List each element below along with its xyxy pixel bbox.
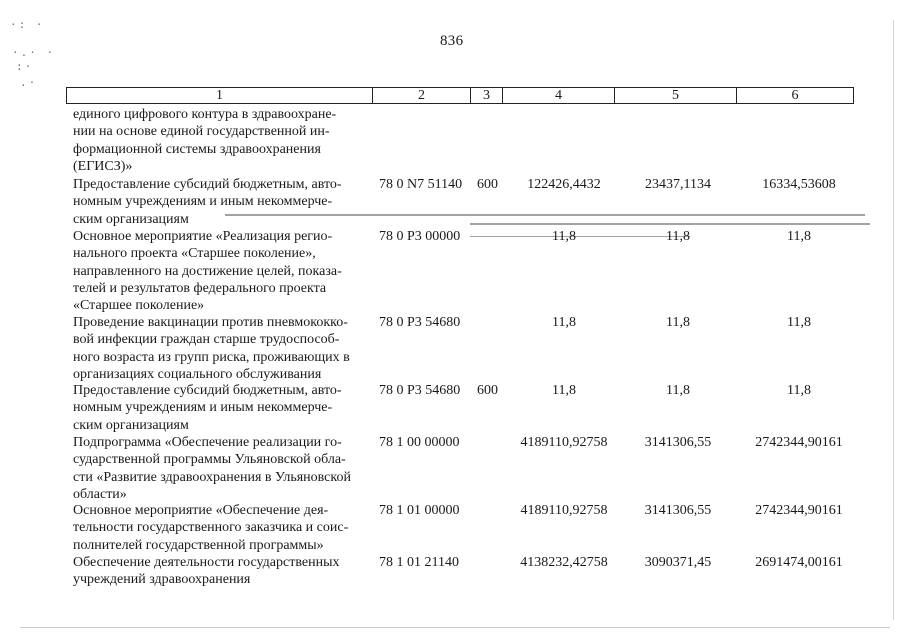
- row-value-col4: 122426,4432: [527, 177, 601, 192]
- row-expense-type: 600: [477, 383, 498, 398]
- row-target-code: 78 0 N7 51140: [379, 177, 463, 192]
- row-description: Предоставление субсидий бюджетным, авто- номным учреждениям и иным некоммерче- ским организациям: [73, 177, 342, 227]
- row-expense-type: 600: [477, 177, 498, 192]
- row-value-col5: 23437,1134: [645, 177, 711, 192]
- page-number: 836: [440, 33, 464, 49]
- row-description: Предоставление субсидий бюджетным, авто- номным учреждениям и иным некоммерче- ским организациям: [73, 383, 342, 433]
- row-value-col4: 11,8: [552, 229, 576, 244]
- row-description: Основное мероприятие «Обеспечение дея- тельности государственного заказчика и соис- полнителей государственной программы»: [73, 503, 349, 553]
- row-description: Основное мероприятие «Реализация регио- нального проекта «Старшее поколение», направленного на достижение целей, показа- телей и результатов федерального проекта «Старшее поколение»: [73, 229, 342, 314]
- row-target-code: 78 0 P3 54680: [379, 315, 461, 330]
- row-target-code: 78 0 P3 54680: [379, 383, 461, 398]
- row-description: единого цифрового контура в здравоохране- нии на основе единой государственной ин- формационной системы здравоохранения (ЕГИСЗ)»: [73, 107, 337, 174]
- row-target-code: 78 1 00 00000: [379, 435, 460, 450]
- row-value-col4: 4189110,92758: [520, 503, 608, 518]
- row-value-col5: 11,8: [666, 383, 690, 398]
- scan-noise-top-left: ·: ·: [10, 18, 45, 31]
- row-description: Подпрограмма «Обеспечение реализации го- сударственной программы Ульяновской обла- сти «Развитие здравоохранения в Ульяновской области»: [73, 435, 351, 502]
- row-value-col6: 16334,53608: [762, 177, 836, 192]
- header-col-4: 4: [503, 88, 615, 103]
- row-target-code: 78 0 P3 00000: [379, 229, 461, 244]
- header-col-3: 3: [471, 88, 503, 103]
- header-col-5: 5: [615, 88, 737, 103]
- table-header: [66, 87, 854, 104]
- scan-noise-left-1: ·.· ·: [12, 46, 56, 59]
- row-value-col4: 4138232,42758: [520, 555, 608, 570]
- row-value-col5: 11,8: [666, 229, 690, 244]
- row-value-col6: 2742344,90161: [755, 435, 843, 450]
- scan-smear-2: [470, 223, 870, 225]
- row-value-col5: 3090371,45: [644, 555, 712, 570]
- row-target-code: 78 1 01 00000: [379, 503, 460, 518]
- row-value-col5: 11,8: [666, 315, 690, 330]
- row-value-col6: 2691474,00161: [755, 555, 843, 570]
- row-value-col4: 11,8: [552, 383, 576, 398]
- scan-bottom-line: [20, 627, 890, 628]
- header-col-1: 1: [67, 88, 373, 103]
- row-value-col5: 3141306,55: [644, 503, 712, 518]
- scan-noise-left-2: :·: [16, 60, 34, 73]
- row-value-col6: 11,8: [787, 315, 811, 330]
- row-description: Обеспечение деятельности государственных учреждений здравоохранения: [73, 555, 340, 588]
- scan-noise-left-3: .·: [20, 76, 38, 89]
- row-value-col6: 11,8: [787, 229, 811, 244]
- row-value-col5: 3141306,55: [644, 435, 712, 450]
- row-value-col6: 11,8: [787, 383, 811, 398]
- header-col-6: 6: [791, 88, 799, 103]
- row-description: Проведение вакцинации против пневмококко- вой инфекции граждан старше трудоспособ- ного возраста из групп риска, проживающих в организациях социального обслуживания: [73, 315, 350, 382]
- row-target-code: 78 1 01 21140: [379, 555, 459, 570]
- header-col-2: 2: [373, 88, 471, 103]
- row-value-col6: 2742344,90161: [755, 503, 843, 518]
- scan-margin-line: [893, 20, 894, 620]
- row-value-col4: 11,8: [552, 315, 576, 330]
- row-value-col4: 4189110,92758: [520, 435, 608, 450]
